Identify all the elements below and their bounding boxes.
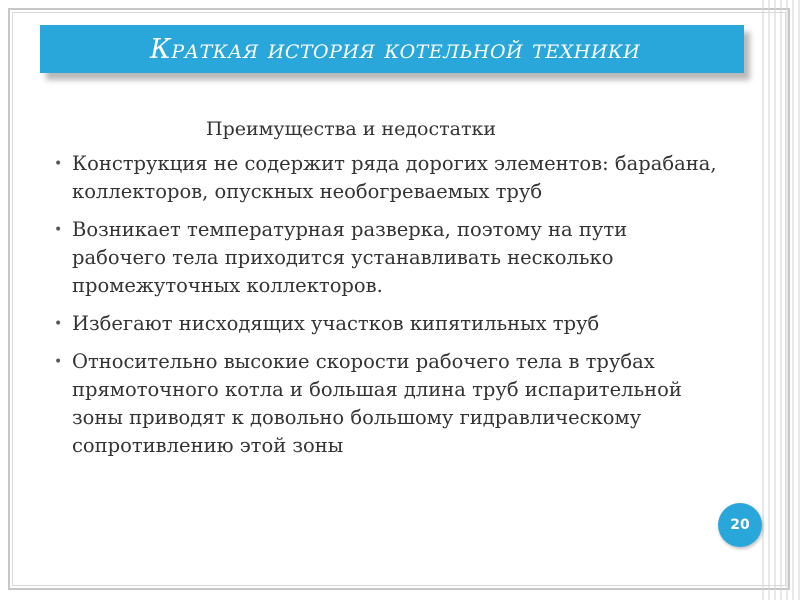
bullet-text: Возникает температурная разверка, поэтому на пути рабочего тела приходится устанавливать несколько промежуточных коллекторов.	[72, 218, 628, 297]
title-bar	[40, 25, 744, 73]
decorative-stripes	[762, 0, 800, 600]
bullet-text: Конструкция не содержит ряда дорогих элементов: барабана, коллекторов, опускных необогреваемых труб	[72, 152, 717, 203]
slide-title: Краткая история котельной техники	[150, 33, 641, 65]
bullet-icon: •	[54, 354, 63, 370]
bullet-icon: •	[54, 222, 63, 238]
bullet-item-2	[48, 216, 718, 300]
page-number: 20	[730, 517, 750, 533]
slide-subtitle: Преимущества и недостатки	[206, 118, 497, 140]
bullet-text: Избегают нисходящих участков кипятильных труб	[72, 312, 600, 335]
page-number-badge	[718, 503, 762, 547]
bullet-item-1	[48, 150, 718, 206]
bullet-icon: •	[54, 156, 63, 172]
bullet-item-4	[48, 348, 718, 460]
bullet-list	[48, 150, 718, 470]
bullet-text: Относительно высокие скорости рабочего тела в трубах прямоточного котла и большая длина труб испарительной зоны приводят к довольно большому гидравлическому сопротивлению этой зоны	[72, 350, 682, 457]
bullet-item-3	[48, 310, 718, 338]
bullet-icon: •	[54, 316, 63, 332]
